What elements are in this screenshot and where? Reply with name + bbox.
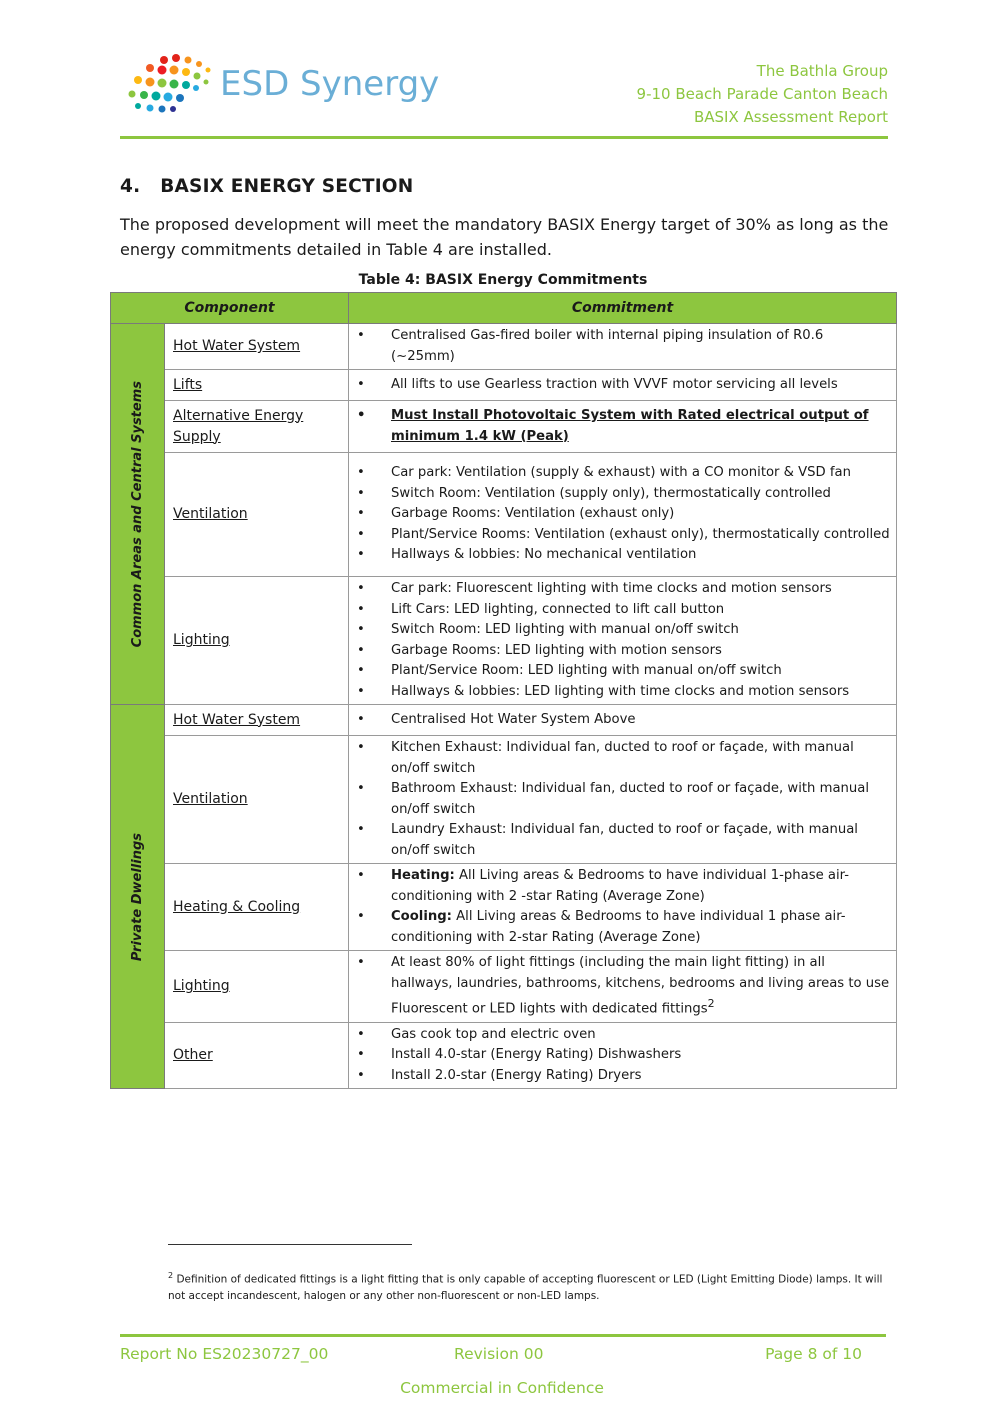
table-row: [111, 951, 897, 1023]
commitment-cell: [349, 705, 897, 736]
list-item: • Hallways & lobbies: No mechanical ventilation: [349, 545, 890, 566]
list-item: • Centralised Hot Water System Above: [349, 710, 890, 731]
component-cell: Ventilation: [165, 736, 349, 864]
section-title: 4. BASIX ENERGY SECTION: [120, 176, 414, 197]
list-item: • Install 4.0-star (Energy Rating) Dishwashers: [349, 1045, 890, 1066]
component-cell: Ventilation: [165, 453, 349, 577]
list-item: • Bathroom Exhaust: Individual fan, ducted to roof or façade, with manual on/off switch: [349, 779, 890, 820]
component-cell: Lighting: [165, 577, 349, 705]
footer-report-number: Report No ES20230727_00: [120, 1345, 329, 1363]
component-cell: Other: [165, 1022, 349, 1089]
cooling-label: Cooling:: [391, 909, 452, 924]
column-header-component: Component: [111, 293, 349, 324]
list-item: • Hallways & lobbies: LED lighting with time clocks and motion sensors: [349, 682, 890, 703]
column-header-commitment: Commitment: [349, 293, 897, 324]
component-cell: Hot Water System: [165, 324, 349, 370]
header-client: The Bathla Group: [756, 62, 888, 80]
component-cell: Hot Water System: [165, 705, 349, 736]
list-item: • Kitchen Exhaust: Individual fan, ducted to roof or façade, with manual on/off switch: [349, 738, 890, 779]
commitment-cell: [349, 401, 897, 453]
list-item: • Install 2.0-star (Energy Rating) Dryers: [349, 1066, 890, 1087]
company-logo: [126, 52, 440, 118]
table-row: [111, 324, 897, 370]
table-row: [111, 401, 897, 453]
list-item: • Switch Room: LED lighting with manual on/off switch: [349, 620, 890, 641]
footnote-ref: 2: [707, 997, 715, 1010]
list-item: • Gas cook top and electric oven: [349, 1025, 890, 1046]
footnote: [168, 1268, 892, 1304]
list-item: [349, 907, 890, 948]
list-item: • Must Install Photovoltaic System with Rated electrical output of minimum 1.4 kW (Peak): [349, 406, 890, 447]
table-caption: Table 4: BASIX Energy Commitments: [358, 272, 648, 288]
list-item: • Plant/Service Room: LED lighting with manual on/off switch: [349, 661, 890, 682]
list-item: • All lifts to use Gearless traction with VVVF motor servicing all levels: [349, 375, 890, 396]
component-cell: Lifts: [165, 370, 349, 401]
table-row: [111, 1022, 897, 1089]
commitment-cell: [349, 577, 897, 705]
commitment-cell: [349, 453, 897, 577]
header-divider: [120, 136, 888, 139]
footer-divider: [120, 1334, 886, 1337]
commitment-cell: [349, 324, 897, 370]
group-label-common-areas: Common Areas and Central Systems: [111, 324, 165, 705]
table-row: [111, 577, 897, 705]
list-item: • Car park: Ventilation (supply & exhaust) with a CO monitor & VSD fan: [349, 463, 890, 484]
footer-page-number: Page 8 of 10: [765, 1345, 862, 1363]
lighting-text: At least 80% of light fittings (including the main light fitting) in all hallways, laundries, bathrooms, kitchens, bedrooms and living areas to use Fluorescent or LED lights with dedicated fittings: [391, 955, 890, 1017]
table-header-row: [111, 293, 897, 324]
logo-text: ESD Synergy: [220, 64, 440, 104]
commitment-cell: [349, 736, 897, 864]
table-row: [111, 705, 897, 736]
group-label-private-dwellings: Private Dwellings: [111, 705, 165, 1089]
commitment-cell: [349, 864, 897, 951]
list-item: • Lift Cars: LED lighting, connected to lift call button: [349, 600, 890, 621]
header-address: 9-10 Beach Parade Canton Beach: [636, 85, 888, 103]
component-cell: Heating & Cooling: [165, 864, 349, 951]
footnote-text: Definition of dedicated fittings is a light fitting that is only capable of accepting fluorescent or LED (Light Emitting Diode) lamps. It will not accept incandescent, halogen or any other non-fluorescent or non-LED lamps.: [168, 1273, 883, 1302]
footer-revision: Revision 00: [454, 1345, 544, 1363]
header-report-type: BASIX Assessment Report: [693, 108, 888, 126]
heating-label: Heating:: [391, 868, 455, 883]
table-row: [111, 736, 897, 864]
energy-commitments-table: [110, 292, 897, 1089]
list-item: • Car park: Fluorescent lighting with time clocks and motion sensors: [349, 579, 890, 600]
cooling-text: All Living areas & Bedrooms to have individual 1 phase air-conditioning with 2-star Rating (Average Zone): [391, 909, 846, 945]
footer-confidential: Commercial in Confidence: [400, 1379, 604, 1397]
logo-dots-icon: [126, 52, 222, 118]
section-intro: The proposed development will meet the mandatory BASIX Energy target of 30% as long as the energy commitments detailed in Table 4 are installed.: [120, 215, 889, 259]
table-row: [111, 453, 897, 577]
footnote-mark: 2: [168, 1271, 174, 1280]
list-item: • Laundry Exhaust: Individual fan, ducted to roof or façade, with manual on/off switch: [349, 820, 890, 861]
list-item: • Garbage Rooms: Ventilation (exhaust only): [349, 504, 890, 525]
component-cell: Lighting: [165, 951, 349, 1023]
component-cell: Alternative Energy Supply: [165, 401, 349, 453]
list-item: • Plant/Service Rooms: Ventilation (exhaust only), thermostatically controlled: [349, 525, 890, 546]
list-item: • Switch Room: Ventilation (supply only), thermostatically controlled: [349, 484, 890, 505]
table-row: [111, 370, 897, 401]
commitment-cell: [349, 951, 897, 1023]
footnote-divider: [168, 1244, 412, 1245]
list-item: • Centralised Gas-fired boiler with internal piping insulation of R0.6 (~25mm): [349, 326, 890, 367]
table-row: [111, 864, 897, 951]
list-item: [349, 953, 890, 1020]
list-item: • Garbage Rooms: LED lighting with motion sensors: [349, 641, 890, 662]
commitment-cell: [349, 1022, 897, 1089]
header-info: [637, 60, 888, 129]
commitment-cell: [349, 370, 897, 401]
heating-text: All Living areas & Bedrooms to have individual 1-phase air-conditioning with 2 -star Rating (Average Zone): [391, 868, 849, 904]
list-item: [349, 866, 890, 907]
